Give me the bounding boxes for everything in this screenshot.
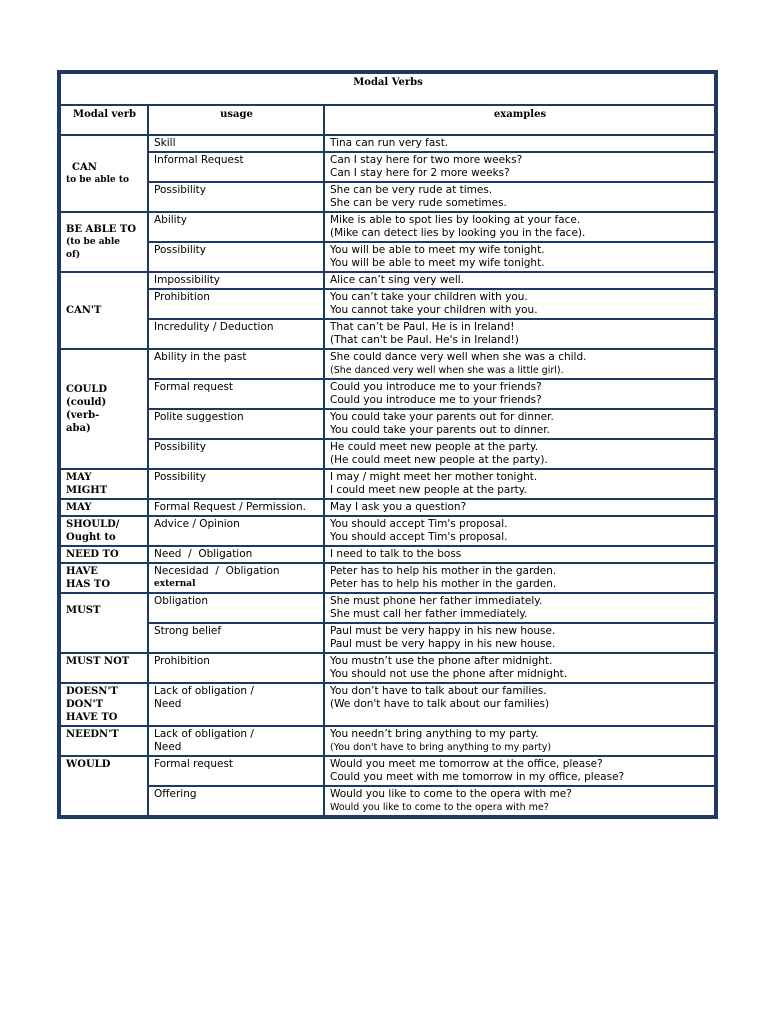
modal-name: WOULD (66, 759, 111, 770)
table-row (60, 212, 715, 242)
header-row (60, 105, 715, 135)
example-line: Alice can’t sing very well. (330, 274, 465, 286)
example-cell (324, 653, 715, 683)
usage-cell: Possibility (148, 439, 324, 469)
example-line: You mustn’t use the phone after midnight. (330, 655, 553, 667)
example-line: Would you meet me tomorrow at the office, please? (330, 758, 603, 770)
example-line: (We don't have to talk about our families) (330, 698, 550, 710)
example-line: Paul must be very happy in his new house. (330, 638, 556, 650)
table-row (60, 135, 715, 152)
modal-verbs-table-frame (57, 70, 718, 819)
usage-cell: Prohibition (148, 289, 324, 319)
modal-sub: aba) (66, 423, 91, 434)
modal-sub: (verb- (66, 410, 100, 421)
modal-sub: (to be able (66, 236, 120, 247)
example-cell (324, 469, 715, 499)
usage-cell: Polite suggestion (148, 409, 324, 439)
modal-cell-should (60, 516, 148, 546)
modal-verbs-table (60, 73, 715, 816)
usage-cell: Possibility (148, 182, 324, 212)
modal-name: HAS TO (66, 579, 111, 590)
example-cell (324, 563, 715, 593)
modal-name: MUST NOT (66, 656, 130, 667)
table-row (60, 756, 715, 786)
table-row (60, 409, 715, 439)
modal-sub: to be able to (66, 174, 130, 185)
example-line: She can be very rude at times. (330, 184, 493, 196)
modal-cell-be-able-to (60, 212, 148, 272)
modal-name: MAY (66, 472, 92, 483)
example-line: You can’t take your children with you. (330, 291, 528, 303)
modal-name: MAY (66, 502, 92, 513)
example-cell (324, 439, 715, 469)
usage-line: Need (154, 698, 182, 710)
example-cell (324, 212, 715, 242)
example-line: You could take your parents out for dinner. (330, 411, 554, 423)
title-row (60, 73, 715, 105)
example-cell (324, 726, 715, 756)
modal-cell-may-might (60, 469, 148, 499)
example-line: Peter has to help his mother in the garden. (330, 565, 557, 577)
example-cell (324, 756, 715, 786)
table-row (60, 786, 715, 816)
modal-name: DOESN'T (66, 686, 118, 697)
example-line: Tina can run very fast. (330, 137, 449, 149)
table-row (60, 653, 715, 683)
table-row (60, 272, 715, 289)
example-line: Could you introduce me to your friends? (330, 394, 542, 406)
usage-cell: Strong belief (148, 623, 324, 653)
modal-name: NEED TO (66, 549, 119, 560)
example-line: You needn’t bring anything to my party. (330, 728, 539, 740)
example-cell (324, 182, 715, 212)
modal-cell-need-to (60, 546, 148, 563)
example-line: (He could meet new people at the party). (330, 454, 548, 466)
usage-cell: Formal request (148, 756, 324, 786)
modal-cell-can (60, 135, 148, 212)
usage-line: Need (154, 741, 182, 753)
modal-sub: of) (66, 249, 81, 260)
modal-name: HAVE TO (66, 712, 118, 723)
modal-name: MIGHT (66, 485, 108, 496)
example-line: (That can't be Paul. He's in Ireland!) (330, 334, 519, 346)
table-row (60, 563, 715, 593)
usage-cell (148, 563, 324, 593)
example-line: (She danced very well when she was a little girl). (330, 365, 564, 376)
example-line: Can I stay here for 2 more weeks? (330, 167, 510, 179)
example-line: (Mike can detect lies by looking you in the face). (330, 227, 586, 239)
usage-cell (148, 683, 324, 726)
example-line: Mike is able to spot lies by looking at your face. (330, 214, 581, 226)
usage-cell: Possibility (148, 242, 324, 272)
usage-cell: Possibility (148, 469, 324, 499)
usage-cell: Formal request (148, 379, 324, 409)
example-line: She can be very rude sometimes. (330, 197, 507, 209)
modal-cell-must (60, 593, 148, 653)
modal-name: Ought to (66, 532, 116, 543)
example-cell (324, 499, 715, 516)
modal-cell-neednt (60, 726, 148, 756)
example-line: You will be able to meet my wife tonight. (330, 257, 545, 269)
modal-name: NEEDN'T (66, 729, 119, 740)
example-line: I could meet new people at the party. (330, 484, 527, 496)
example-cell (324, 593, 715, 623)
example-line: She must call her father immediately. (330, 608, 528, 620)
example-line: You should accept Tim's proposal. (330, 518, 508, 530)
usage-cell: Formal Request / Permission. (148, 499, 324, 516)
usage-cell: Obligation (148, 593, 324, 623)
example-cell (324, 242, 715, 272)
table-row (60, 289, 715, 319)
example-line: You don’t have to talk about our families. (330, 685, 547, 697)
example-line: I may / might meet her mother tonight. (330, 471, 538, 483)
example-cell (324, 289, 715, 319)
table-row (60, 379, 715, 409)
usage-cell: Incredulity / Deduction (148, 319, 324, 349)
usage-cell: Skill (148, 135, 324, 152)
example-line: You will be able to meet my wife tonight. (330, 244, 545, 256)
modal-name: BE ABLE TO (66, 223, 137, 235)
header-usage: usage (148, 105, 324, 135)
example-cell (324, 135, 715, 152)
usage-line: Necesidad / Obligation (154, 565, 280, 577)
modal-cell-may (60, 499, 148, 516)
usage-cell: Ability (148, 212, 324, 242)
example-line: You should accept Tim's proposal. (330, 531, 508, 543)
table-title: Modal Verbs (60, 73, 715, 105)
usage-line: Lack of obligation / (154, 685, 254, 697)
example-cell (324, 546, 715, 563)
modal-sub: (could) (66, 397, 107, 408)
table-row (60, 593, 715, 623)
modal-cell-have-has-to (60, 563, 148, 593)
example-cell (324, 152, 715, 182)
modal-name: COULD (66, 384, 108, 395)
modal-cell-would (60, 756, 148, 816)
table-row (60, 349, 715, 379)
example-cell (324, 379, 715, 409)
table-row (60, 683, 715, 726)
example-cell (324, 349, 715, 379)
table-row (60, 469, 715, 499)
usage-cell: Need / Obligation (148, 546, 324, 563)
table-row (60, 242, 715, 272)
example-cell (324, 409, 715, 439)
modal-name: DON'T (66, 699, 104, 710)
example-line: You cannot take your children with you. (330, 304, 538, 316)
table-row (60, 623, 715, 653)
example-cell (324, 683, 715, 726)
table-row (60, 726, 715, 756)
example-line: You should not use the phone after midnight. (330, 668, 568, 680)
example-line: Can I stay here for two more weeks? (330, 154, 523, 166)
table-row (60, 182, 715, 212)
modal-name: SHOULD/ (66, 519, 120, 530)
example-cell (324, 516, 715, 546)
example-line: I need to talk to the boss (330, 548, 462, 560)
example-line: May I ask you a question? (330, 501, 467, 513)
modal-cell-could (60, 349, 148, 469)
table-row (60, 319, 715, 349)
table-row (60, 546, 715, 563)
example-cell (324, 319, 715, 349)
example-line: Could you meet with me tomorrow in my office, please? (330, 771, 625, 783)
table-row (60, 499, 715, 516)
modal-name: HAVE (66, 566, 98, 577)
example-line: Could you introduce me to your friends? (330, 381, 542, 393)
example-line: Peter has to help his mother in the garden. (330, 578, 557, 590)
modal-name: CAN (72, 161, 97, 173)
example-cell (324, 623, 715, 653)
header-modal-verb: Modal verb (60, 105, 148, 135)
example-line: He could meet new people at the party. (330, 441, 539, 453)
example-line: She must phone her father immediately. (330, 595, 543, 607)
usage-line: external (154, 579, 196, 589)
example-line: Would you like to come to the opera with me? (330, 802, 549, 813)
header-examples: examples (324, 105, 715, 135)
usage-cell (148, 726, 324, 756)
usage-cell: Prohibition (148, 653, 324, 683)
modal-name: MUST (66, 605, 101, 616)
example-cell (324, 272, 715, 289)
usage-cell: Impossibility (148, 272, 324, 289)
usage-line: Lack of obligation / (154, 728, 254, 740)
example-line: That can’t be Paul. He is in Ireland! (330, 321, 515, 333)
modal-cell-doesnt-have-to (60, 683, 148, 726)
modal-cell-cant (60, 272, 148, 349)
example-line: (You don't have to bring anything to my party) (330, 742, 552, 753)
usage-cell: Offering (148, 786, 324, 816)
table-row (60, 516, 715, 546)
modal-cell-must-not (60, 653, 148, 683)
example-line: She could dance very well when she was a child. (330, 351, 587, 363)
example-cell (324, 786, 715, 816)
modal-name: CAN'T (66, 305, 102, 316)
example-line: Would you like to come to the opera with me? (330, 788, 572, 800)
example-line: Paul must be very happy in his new house. (330, 625, 556, 637)
usage-cell: Informal Request (148, 152, 324, 182)
usage-cell: Ability in the past (148, 349, 324, 379)
usage-cell: Advice / Opinion (148, 516, 324, 546)
table-row (60, 152, 715, 182)
table-row (60, 439, 715, 469)
example-line: You could take your parents out to dinner. (330, 424, 550, 436)
